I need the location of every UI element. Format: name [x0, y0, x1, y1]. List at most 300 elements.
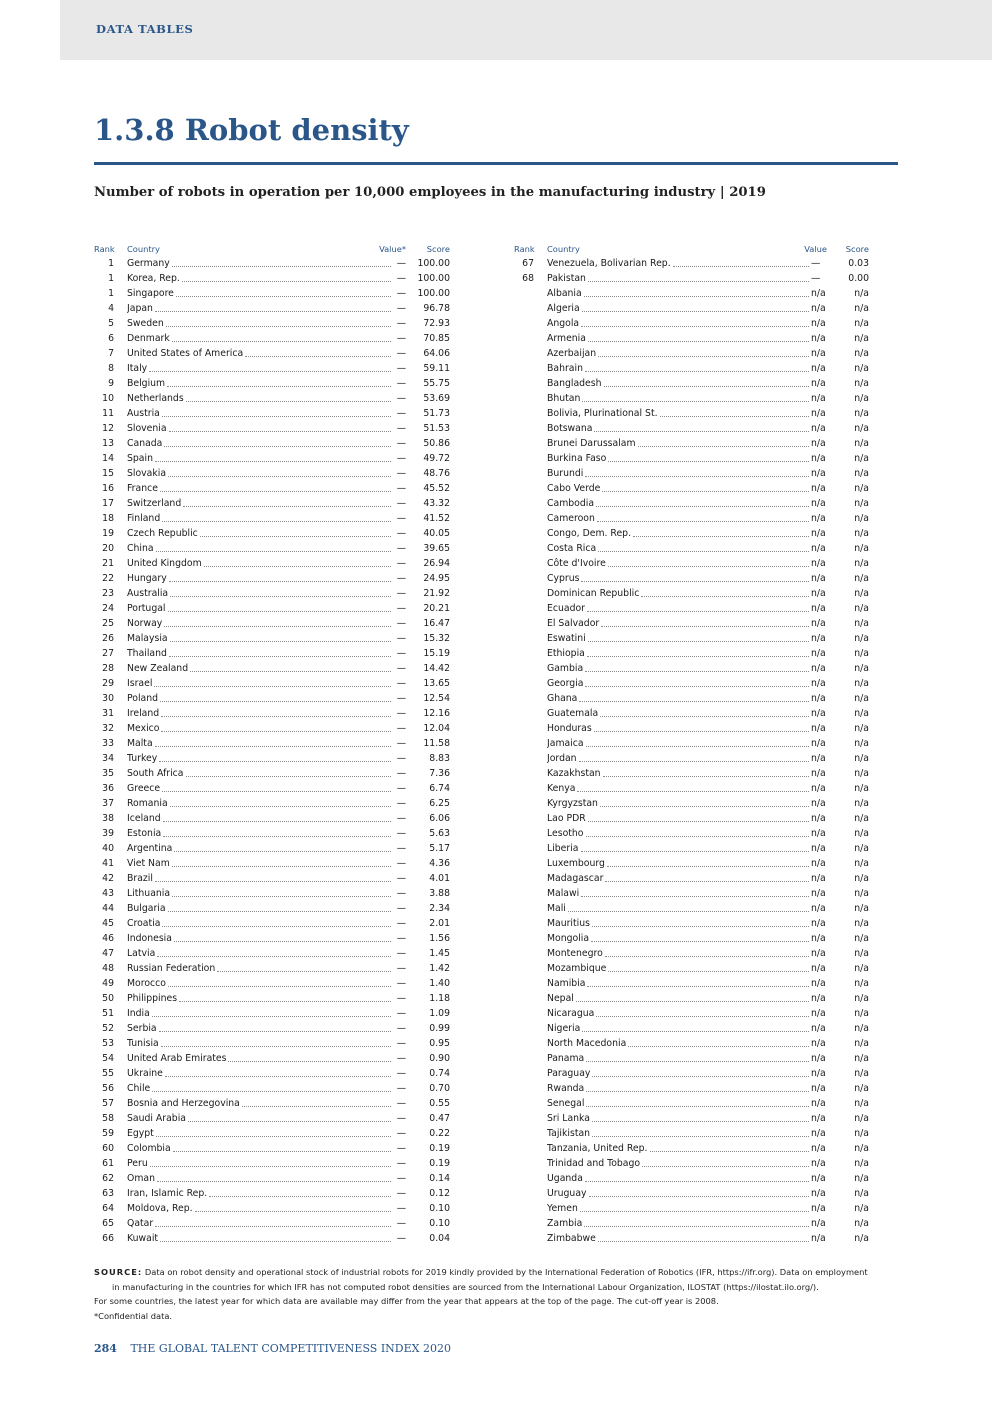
score-cell: n/a: [854, 468, 869, 479]
country-name: Kuwait: [127, 1233, 159, 1244]
score-cell: 2.34: [429, 903, 450, 914]
country-name: Georgia: [547, 678, 584, 689]
rank-cell: 42: [102, 873, 114, 884]
value-cell: —: [396, 303, 406, 314]
country-header: [547, 242, 827, 256]
score-cell: 14.42: [423, 663, 450, 674]
country-cell: [547, 1066, 811, 1081]
country-cell: [547, 526, 811, 541]
dot-leader: [169, 431, 391, 432]
table-row: [94, 721, 450, 736]
value-cell: —: [396, 438, 406, 449]
value-cell: —: [396, 603, 406, 614]
value-cell: n/a: [811, 1053, 826, 1064]
dot-leader: [608, 971, 809, 972]
country-cell: [547, 796, 811, 811]
score-cell: 0.99: [429, 1023, 450, 1034]
country-cell: [127, 721, 393, 736]
table-row: [94, 826, 450, 841]
table-row: [94, 931, 450, 946]
dot-leader: [584, 1226, 809, 1227]
score-cell: n/a: [854, 738, 869, 749]
rank-cell: 46: [102, 933, 114, 944]
dot-leader: [642, 1166, 809, 1167]
value-cell: n/a: [811, 798, 826, 809]
country-cell: [547, 361, 811, 376]
country-name: Serbia: [127, 1023, 157, 1034]
country-name: Philippines: [127, 993, 178, 1004]
section-label: DATA TABLES: [96, 22, 194, 36]
country-name: Kazakhstan: [547, 768, 601, 779]
country-cell: [547, 301, 811, 316]
country-cell: [127, 571, 393, 586]
country-name: United Arab Emirates: [127, 1053, 227, 1064]
country-name: Poland: [127, 693, 159, 704]
value-cell: n/a: [811, 783, 826, 794]
table-row: [514, 751, 869, 766]
dot-leader: [174, 941, 391, 942]
rank-cell: 61: [102, 1158, 114, 1169]
dot-leader: [161, 716, 391, 717]
score-cell: 6.74: [429, 783, 450, 794]
score-cell: 0.14: [429, 1173, 450, 1184]
table-row: [514, 811, 869, 826]
score-cell: 45.52: [423, 483, 450, 494]
value-cell: —: [811, 273, 821, 284]
score-cell: 0.19: [429, 1158, 450, 1169]
dot-leader: [204, 566, 391, 567]
country-cell: [127, 991, 393, 1006]
dot-leader: [586, 746, 809, 747]
score-cell: n/a: [854, 363, 869, 374]
score-cell: n/a: [854, 1233, 869, 1244]
value-cell: n/a: [811, 948, 826, 959]
country-cell: [547, 1096, 811, 1111]
value-cell: n/a: [811, 663, 826, 674]
country-name: Singapore: [127, 288, 174, 299]
rank-cell: 60: [102, 1143, 114, 1154]
dot-leader: [581, 896, 809, 897]
rank-cell: 64: [102, 1203, 114, 1214]
score-cell: 70.85: [423, 333, 450, 344]
value-cell: —: [396, 903, 406, 914]
country-name: Tajikistan: [547, 1128, 591, 1139]
value-cell: —: [396, 678, 406, 689]
country-cell: [547, 931, 811, 946]
country-cell: [127, 511, 393, 526]
table-row: [514, 286, 869, 301]
country-name: Chile: [127, 1083, 151, 1094]
value-cell: —: [396, 1023, 406, 1034]
rank-cell: 14: [102, 453, 114, 464]
country-name: Switzerland: [127, 498, 182, 509]
country-cell: [127, 451, 393, 466]
dot-leader: [598, 551, 809, 552]
country-name: Guatemala: [547, 708, 599, 719]
value-cell: —: [396, 1038, 406, 1049]
dot-leader: [576, 1001, 809, 1002]
rank-cell: 25: [102, 618, 114, 629]
table-row: [94, 586, 450, 601]
country-cell: [547, 436, 811, 451]
rank-cell: 7: [108, 348, 114, 359]
value-cell: n/a: [811, 903, 826, 914]
dot-leader: [581, 851, 810, 852]
value-cell: —: [396, 933, 406, 944]
value-cell: n/a: [811, 1173, 826, 1184]
value-cell: —: [396, 708, 406, 719]
table-row: [94, 961, 450, 976]
table-row: [94, 286, 450, 301]
country-cell: [547, 916, 811, 931]
table-row: [94, 751, 450, 766]
country-cell: [547, 586, 811, 601]
value-cell: n/a: [811, 918, 826, 929]
country-name: Gambia: [547, 663, 584, 674]
score-cell: n/a: [854, 828, 869, 839]
country-cell: [547, 346, 811, 361]
value-cell: —: [396, 1233, 406, 1244]
rank-cell: 63: [102, 1188, 114, 1199]
dot-leader: [164, 626, 391, 627]
table-row: [514, 961, 869, 976]
table-row: [514, 676, 869, 691]
country-name: Spain: [127, 453, 153, 464]
country-name: Cambodia: [547, 498, 595, 509]
table-row: [514, 436, 869, 451]
dot-leader: [155, 881, 391, 882]
score-cell: n/a: [854, 558, 869, 569]
country-name: Kyrgyzstan: [547, 798, 598, 809]
country-name: Thailand: [127, 648, 167, 659]
rank-cell: 37: [102, 798, 114, 809]
rank-cell: 29: [102, 678, 114, 689]
value-cell: —: [396, 468, 406, 479]
dot-leader: [581, 326, 809, 327]
dot-leader: [167, 386, 391, 387]
score-cell: n/a: [854, 618, 869, 629]
value-cell: n/a: [811, 1008, 826, 1019]
rank-cell: 34: [102, 753, 114, 764]
score-cell: n/a: [854, 903, 869, 914]
country-cell: [127, 871, 393, 886]
table-row: [514, 256, 869, 271]
value-cell: —: [396, 348, 406, 359]
country-cell: [547, 886, 811, 901]
value-header: Value: [804, 244, 827, 254]
country-name: Sri Lanka: [547, 1113, 590, 1124]
rank-cell: 17: [102, 498, 114, 509]
dot-leader: [585, 671, 809, 672]
country-cell: [127, 331, 393, 346]
rank-cell: 49: [102, 978, 114, 989]
score-cell: n/a: [854, 978, 869, 989]
rank-cell: 23: [102, 588, 114, 599]
table-row: [514, 511, 869, 526]
score-cell: 100.00: [417, 273, 450, 284]
value-cell: n/a: [811, 723, 826, 734]
table-row: [94, 841, 450, 856]
score-cell: n/a: [854, 948, 869, 959]
table-row: [514, 991, 869, 1006]
score-cell: 8.83: [429, 753, 450, 764]
value-cell: —: [396, 993, 406, 1004]
score-cell: 55.75: [423, 378, 450, 389]
country-name: Canada: [127, 438, 163, 449]
value-cell: —: [396, 828, 406, 839]
value-cell: —: [396, 873, 406, 884]
dot-leader: [586, 836, 810, 837]
score-cell: 50.86: [423, 438, 450, 449]
rank-cell: 21: [102, 558, 114, 569]
rank-cell: 27: [102, 648, 114, 659]
country-cell: [547, 1111, 811, 1126]
score-cell: 5.63: [429, 828, 450, 839]
value-cell: —: [396, 963, 406, 974]
score-cell: 1.18: [429, 993, 450, 1004]
dot-leader: [650, 1151, 809, 1152]
dot-leader: [172, 866, 391, 867]
value-cell: n/a: [811, 1038, 826, 1049]
table-row: [514, 316, 869, 331]
table-row: [514, 301, 869, 316]
rank-cell: 66: [102, 1233, 114, 1244]
score-cell: 39.65: [423, 543, 450, 554]
table-row: [94, 481, 450, 496]
country-name: Czech Republic: [127, 528, 198, 539]
country-name: Egypt: [127, 1128, 154, 1139]
country-cell: [127, 616, 393, 631]
country-cell: [127, 556, 393, 571]
table-row: [94, 541, 450, 556]
dot-leader: [598, 356, 809, 357]
value-cell: —: [396, 1203, 406, 1214]
rank-cell: 53: [102, 1038, 114, 1049]
country-cell: [127, 976, 393, 991]
score-cell: n/a: [854, 588, 869, 599]
score-cell: n/a: [854, 813, 869, 824]
country-cell: [547, 391, 811, 406]
value-cell: —: [396, 633, 406, 644]
rank-cell: 38: [102, 813, 114, 824]
value-cell: n/a: [811, 678, 826, 689]
country-cell: [127, 736, 393, 751]
value-cell: —: [396, 483, 406, 494]
country-cell: [547, 646, 811, 661]
table-row: [514, 631, 869, 646]
right-table-header: [514, 242, 869, 256]
country-cell: [127, 631, 393, 646]
score-cell: 0.95: [429, 1038, 450, 1049]
country-name: Germany: [127, 258, 170, 269]
rank-cell: 55: [102, 1068, 114, 1079]
table-row: [514, 766, 869, 781]
score-cell: n/a: [854, 708, 869, 719]
table-row: [94, 1171, 450, 1186]
dot-leader: [170, 596, 391, 597]
rank-cell: 1: [108, 273, 114, 284]
country-cell: [127, 436, 393, 451]
table-row: [94, 316, 450, 331]
country-cell: [127, 601, 393, 616]
dot-leader: [581, 581, 809, 582]
value-cell: —: [396, 318, 406, 329]
country-name: Saudi Arabia: [127, 1113, 186, 1124]
score-cell: 1.09: [429, 1008, 450, 1019]
value-cell: n/a: [811, 708, 826, 719]
value-cell: n/a: [811, 1203, 826, 1214]
country-cell: [547, 691, 811, 706]
score-cell: n/a: [854, 1008, 869, 1019]
table-row: [514, 376, 869, 391]
country-header-label: Country: [127, 244, 160, 254]
score-cell: 15.19: [423, 648, 450, 659]
dot-leader: [155, 311, 391, 312]
dot-leader: [154, 686, 391, 687]
score-cell: 4.36: [429, 858, 450, 869]
country-name: Ireland: [127, 708, 160, 719]
dot-leader: [587, 656, 809, 657]
dot-leader: [597, 521, 809, 522]
value-cell: —: [396, 1143, 406, 1154]
country-cell: [127, 886, 393, 901]
table-row: [514, 1066, 869, 1081]
value-cell: n/a: [811, 393, 826, 404]
dot-leader: [152, 1016, 391, 1017]
country-name: Turkey: [127, 753, 158, 764]
score-cell: n/a: [854, 1173, 869, 1184]
table-row: [94, 631, 450, 646]
rank-cell: 58: [102, 1113, 114, 1124]
country-cell: [127, 796, 393, 811]
dot-leader: [586, 1091, 809, 1092]
table-row: [514, 331, 869, 346]
rank-cell: 47: [102, 948, 114, 959]
score-cell: n/a: [854, 933, 869, 944]
dot-leader: [186, 401, 391, 402]
score-cell: 0.12: [429, 1188, 450, 1199]
dot-leader: [587, 986, 809, 987]
score-cell: 0.47: [429, 1113, 450, 1124]
dot-leader: [602, 491, 809, 492]
country-name: Armenia: [547, 333, 586, 344]
value-cell: —: [396, 813, 406, 824]
value-cell: —: [396, 738, 406, 749]
table-row: [514, 976, 869, 991]
score-cell: n/a: [854, 498, 869, 509]
country-cell: [127, 1216, 393, 1231]
value-cell: n/a: [811, 1128, 826, 1139]
table-row: [94, 256, 450, 271]
dot-leader: [579, 701, 809, 702]
table-row: [94, 661, 450, 676]
country-name: Mali: [547, 903, 566, 914]
score-cell: 64.06: [423, 348, 450, 359]
score-cell: 1.56: [429, 933, 450, 944]
dot-leader: [172, 266, 391, 267]
dot-leader: [596, 1016, 809, 1017]
country-cell: [547, 901, 811, 916]
score-cell: 13.65: [423, 678, 450, 689]
value-cell: n/a: [811, 843, 826, 854]
score-cell: n/a: [854, 1188, 869, 1199]
value-cell: —: [396, 543, 406, 554]
country-name: Panama: [547, 1053, 585, 1064]
rank-cell: 20: [102, 543, 114, 554]
score-cell: 41.52: [423, 513, 450, 524]
score-cell: n/a: [854, 693, 869, 704]
country-name: Paraguay: [547, 1068, 591, 1079]
country-name: Romania: [127, 798, 168, 809]
country-cell: [547, 676, 811, 691]
score-cell: 24.95: [423, 573, 450, 584]
dot-leader: [209, 1196, 391, 1197]
dot-leader: [594, 731, 809, 732]
table-row: [514, 346, 869, 361]
value-cell: —: [396, 573, 406, 584]
rank-cell: 54: [102, 1053, 114, 1064]
value-cell: n/a: [811, 648, 826, 659]
country-cell: [127, 346, 393, 361]
score-cell: 6.06: [429, 813, 450, 824]
table-row: [94, 271, 450, 286]
value-cell: —: [396, 273, 406, 284]
dot-leader: [245, 356, 391, 357]
table-row: [514, 1081, 869, 1096]
country-name: Pakistan: [547, 273, 586, 284]
rank-cell: 8: [108, 363, 114, 374]
value-cell: n/a: [811, 1083, 826, 1094]
rank-cell: 32: [102, 723, 114, 734]
country-cell: [127, 421, 393, 436]
rank-cell: 19: [102, 528, 114, 539]
country-cell: [547, 766, 811, 781]
value-cell: —: [396, 393, 406, 404]
table-row: [94, 991, 450, 1006]
score-cell: 72.93: [423, 318, 450, 329]
score-cell: n/a: [854, 423, 869, 434]
dot-leader: [174, 851, 391, 852]
score-cell: 12.16: [423, 708, 450, 719]
country-name: Nicaragua: [547, 1008, 595, 1019]
rank-cell: 12: [102, 423, 114, 434]
country-name: Yemen: [547, 1203, 578, 1214]
value-cell: n/a: [811, 423, 826, 434]
score-cell: 53.69: [423, 393, 450, 404]
dot-leader: [168, 911, 391, 912]
dot-leader: [162, 791, 391, 792]
country-cell: [547, 616, 811, 631]
country-cell: [127, 1006, 393, 1021]
score-cell: 0.10: [429, 1218, 450, 1229]
country-name: Japan: [127, 303, 153, 314]
score-cell: n/a: [854, 858, 869, 869]
table-row: [514, 1036, 869, 1051]
table-row: [94, 421, 450, 436]
country-name: New Zealand: [127, 663, 189, 674]
score-cell: n/a: [854, 288, 869, 299]
table-row: [514, 601, 869, 616]
country-name: Mongolia: [547, 933, 590, 944]
rank-cell: 28: [102, 663, 114, 674]
country-cell: [547, 256, 811, 271]
country-name: Moldova, Rep.: [127, 1203, 193, 1214]
country-cell: [127, 706, 393, 721]
score-cell: 0.10: [429, 1203, 450, 1214]
score-cell: n/a: [854, 303, 869, 314]
rank-cell: 48: [102, 963, 114, 974]
rank-cell: 4: [108, 303, 114, 314]
